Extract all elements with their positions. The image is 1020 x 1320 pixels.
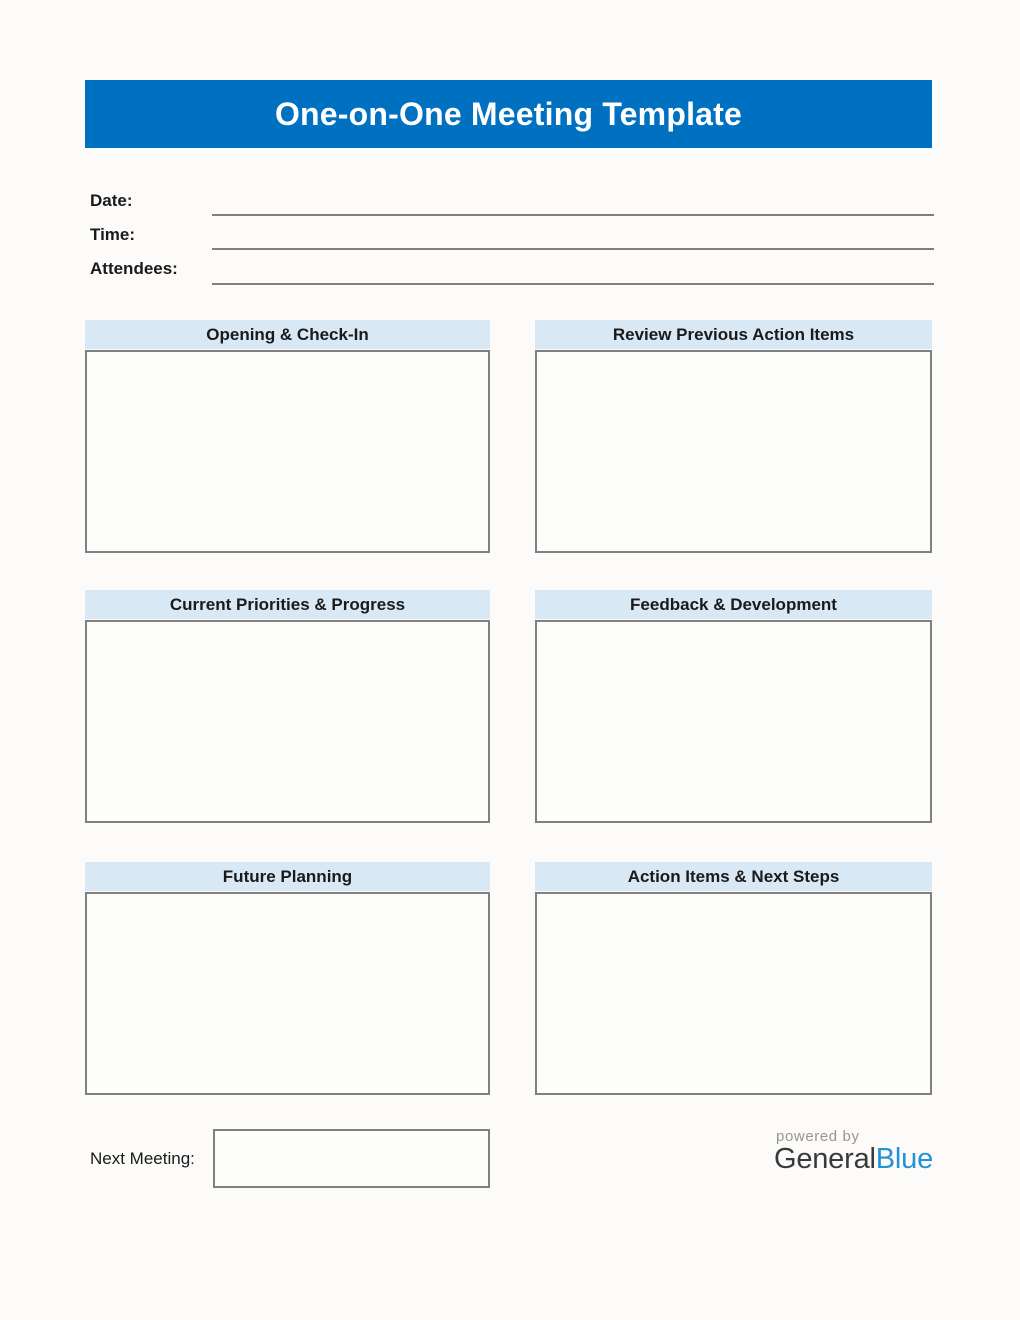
section-title: Current Priorities & Progress: [169, 594, 406, 614]
next-meeting-input-box[interactable]: [213, 1129, 490, 1188]
date-label: Date:: [90, 191, 133, 210]
section-title: Review Previous Action Items: [612, 324, 855, 344]
time-label: Time:: [90, 225, 136, 244]
title-bar: [85, 80, 932, 148]
section-current-priorities-progress: [85, 590, 490, 823]
section-title: Feedback & Development: [630, 594, 837, 614]
current-priorities-progress-notes-box[interactable]: [85, 620, 490, 823]
section-header: [85, 862, 490, 891]
section-opening-check-in: [85, 320, 490, 553]
section-feedback-development: [535, 590, 932, 823]
next-meeting-label: Next Meeting:: [90, 1149, 195, 1168]
section-future-planning: [85, 862, 490, 1095]
section-header: [85, 590, 490, 619]
review-previous-action-items-notes-box[interactable]: [535, 350, 932, 553]
attendees-input-line[interactable]: [212, 283, 934, 285]
brand-name-blue: Blue: [875, 1143, 933, 1175]
future-planning-notes-box[interactable]: [85, 892, 490, 1095]
opening-check-in-notes-box[interactable]: [85, 350, 490, 553]
section-header: [535, 590, 932, 619]
section-review-previous-action-items: [535, 320, 932, 553]
section-header: [85, 320, 490, 349]
generalblue-logo: [774, 1143, 933, 1176]
attendees-label: Attendees:: [90, 259, 178, 278]
section-title: Future Planning: [222, 866, 353, 886]
powered-by-text: powered by: [776, 1128, 860, 1145]
feedback-development-notes-box[interactable]: [535, 620, 932, 823]
section-header: [535, 320, 932, 349]
time-input-line[interactable]: [212, 248, 934, 250]
section-action-items-next-steps: [535, 862, 932, 1095]
page-title: One-on-One Meeting Template: [274, 95, 743, 132]
date-input-line[interactable]: [212, 214, 934, 216]
section-header: [535, 862, 932, 891]
action-items-next-steps-notes-box[interactable]: [535, 892, 932, 1095]
brand-name-general: General: [773, 1143, 876, 1175]
section-title: Opening & Check-In: [206, 324, 369, 344]
section-title: Action Items & Next Steps: [627, 866, 840, 886]
